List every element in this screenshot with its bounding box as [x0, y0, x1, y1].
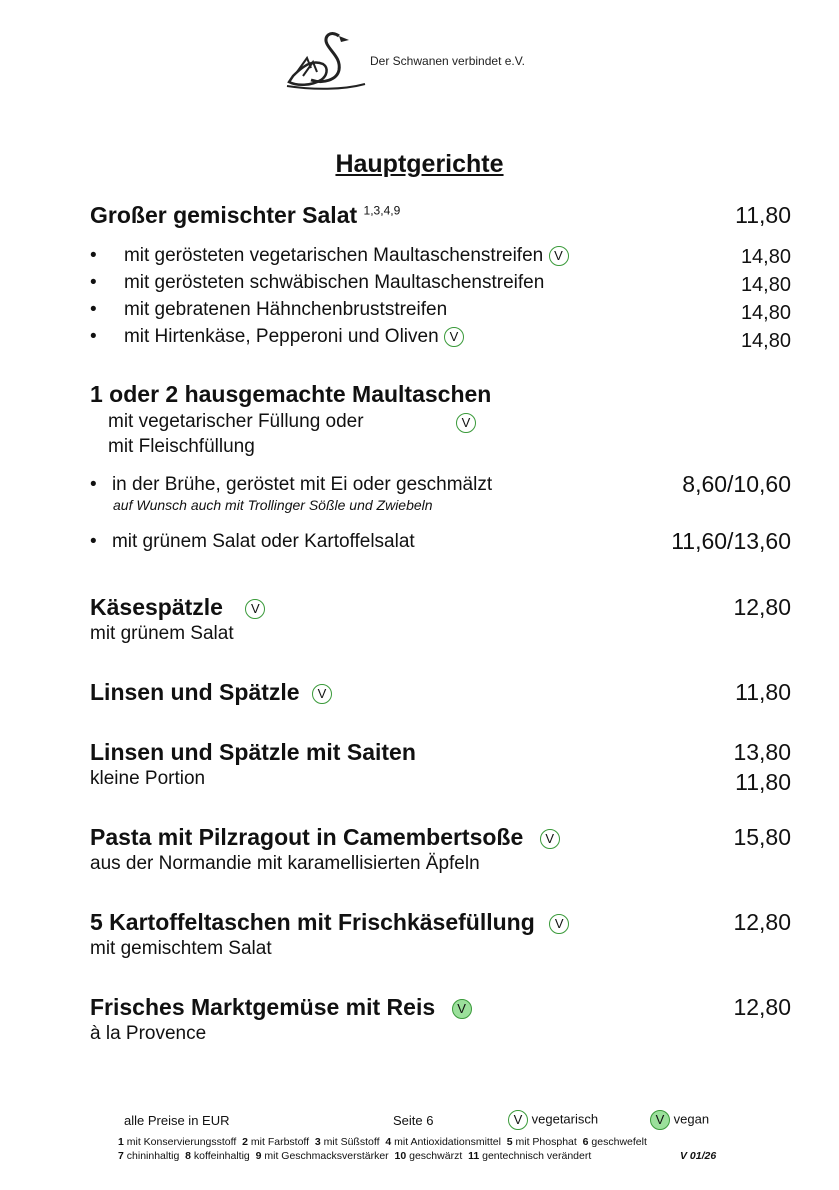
additive-text: mit Farbstoff — [250, 1136, 310, 1148]
vegetarian-badge-icon: V — [540, 829, 560, 849]
dish-name: Linsen und Spätzle mit Saiten — [90, 739, 416, 765]
dish-price: 15,80 — [733, 824, 791, 850]
legend-label: vegan — [673, 1111, 710, 1127]
additive-text: mit Geschmacksverstärker — [264, 1150, 389, 1162]
dish-name — [90, 909, 569, 936]
additive-number: 1 — [118, 1136, 124, 1148]
additive-text: mit Phosphat — [515, 1136, 577, 1148]
additive-number: 9 — [255, 1150, 262, 1162]
additive-text: mit Konservierungsstoff — [126, 1136, 237, 1148]
list-item — [90, 531, 415, 553]
dish-title: Großer gemischter Salat — [90, 202, 358, 228]
vegan-badge-icon: V — [650, 1110, 670, 1130]
list-item — [90, 245, 569, 267]
dish-name — [90, 594, 265, 621]
option-price: 14,80 — [740, 330, 791, 352]
additive-text: gentechnisch verändert — [482, 1150, 592, 1162]
dish-description: mit grünem Salat — [90, 623, 234, 644]
dish-price: 12,80 — [733, 994, 791, 1020]
description-line: mit Fleischfüllung — [108, 436, 255, 457]
option-text: mit grünem Salat oder Kartoffelsalat — [111, 531, 415, 552]
dish-description: aus der Normandie mit karamellisierten Äpfeln — [90, 853, 480, 874]
currency-note: alle Preise in EUR — [124, 1113, 230, 1128]
legend-label: vegetarisch — [531, 1111, 599, 1127]
dish-name — [90, 679, 332, 706]
dish-price: 13,80 — [733, 739, 791, 765]
option-text: mit gebratenen Hähnchenbruststreifen — [123, 299, 448, 320]
additive-number: 5 — [506, 1136, 513, 1148]
additive-number: 4 — [385, 1136, 392, 1148]
dish-name — [90, 202, 400, 229]
list-item — [90, 326, 464, 348]
dish-name — [90, 824, 560, 851]
option-text: mit gerösteten schwäbischen Maultaschenstreifen — [123, 272, 545, 293]
dish-description: kleine Portion — [90, 768, 206, 789]
dish-price: 12,80 — [733, 594, 791, 620]
option-price: 14,80 — [740, 302, 791, 324]
dish-price: 11,80 — [735, 202, 791, 228]
option-price: 11,60/13,60 — [671, 528, 791, 554]
description-line: mit vegetarischer Füllung oder — [108, 411, 364, 432]
logo — [283, 28, 369, 92]
bullet: • — [90, 531, 97, 552]
additive-text: geschwärzt — [409, 1150, 463, 1162]
page-title: Hauptgerichte — [335, 150, 504, 178]
dish-description — [108, 411, 364, 433]
dish-price: 12,80 — [733, 909, 791, 935]
option-note: auf Wunsch auch mit Trollinger Sößle und Zwiebeln — [113, 497, 433, 513]
additive-number: 3 — [314, 1136, 321, 1148]
bullet: • — [90, 272, 97, 293]
additive-text: geschwefelt — [591, 1136, 647, 1148]
dish-title: Käsespätzle — [90, 594, 223, 620]
dish-title: Pasta mit Pilzragout in Camembertsoße — [90, 824, 524, 850]
dish-name: 1 oder 2 hausgemachte Maultaschen — [90, 381, 492, 407]
swan-icon — [283, 28, 369, 92]
list-item — [90, 299, 447, 321]
vegetarian-badge-icon: V — [456, 413, 476, 433]
dish-name — [90, 994, 472, 1021]
list-item — [90, 474, 492, 496]
org-name: Der Schwanen verbindet e.V. — [370, 54, 525, 68]
list-item — [90, 272, 544, 294]
vegan-badge-icon: V — [452, 999, 472, 1019]
additive-text: chininhaltig — [126, 1150, 180, 1162]
additive-text: koffeinhaltig — [193, 1150, 250, 1162]
bullet: • — [90, 474, 97, 495]
vegetarian-badge-icon: V — [508, 1110, 528, 1130]
option-price: 14,80 — [740, 246, 791, 268]
additive-number: 7 — [118, 1150, 124, 1162]
dish-price: 11,80 — [735, 679, 791, 705]
additive-text: mit Antioxidationsmittel — [394, 1136, 501, 1148]
additive-number: 6 — [582, 1136, 589, 1148]
page-number: Seite 6 — [393, 1113, 434, 1128]
dish-title: Frisches Marktgemüse mit Reis — [90, 994, 436, 1020]
additive-number: 8 — [185, 1150, 191, 1162]
option-price: 8,60/10,60 — [682, 471, 791, 497]
option-text: mit Hirtenkäse, Pepperoni und Oliven — [123, 326, 439, 347]
additives-line-1 — [118, 1136, 647, 1148]
bullet: • — [90, 245, 97, 266]
vegetarian-badge-icon: V — [549, 914, 569, 934]
dish-title: Linsen und Spätzle — [90, 679, 300, 705]
additive-number: 2 — [242, 1136, 248, 1148]
vegetarian-badge-icon: V — [312, 684, 332, 704]
dish-description: à la Provence — [90, 1023, 207, 1044]
legend-vegetarian — [508, 1110, 598, 1130]
version-label: V 01/26 — [680, 1150, 717, 1162]
option-text: mit gerösteten vegetarischen Maultaschenstreifen — [123, 245, 544, 266]
dish-description: mit gemischtem Salat — [90, 938, 272, 959]
vegetarian-badge-icon: V — [444, 327, 464, 347]
dish-sub-price: 11,80 — [735, 769, 791, 795]
vegetarian-badge-icon: V — [549, 246, 569, 266]
option-price: 14,80 — [740, 274, 791, 296]
additives-line-2 — [118, 1150, 591, 1162]
additive-number: 10 — [394, 1150, 407, 1162]
additive-text: mit Süßstoff — [323, 1136, 380, 1148]
vegetarian-badge-icon: V — [245, 599, 265, 619]
legend-vegan — [650, 1110, 709, 1130]
bullet: • — [90, 299, 97, 320]
dish-title: 5 Kartoffeltaschen mit Frischkäsefüllung — [90, 909, 535, 935]
additive-number: 11 — [468, 1150, 480, 1162]
allergen-codes: 1,3,4,9 — [363, 203, 401, 218]
bullet: • — [90, 326, 97, 347]
option-text: in der Brühe, geröstet mit Ei oder geschmälzt — [111, 474, 493, 495]
